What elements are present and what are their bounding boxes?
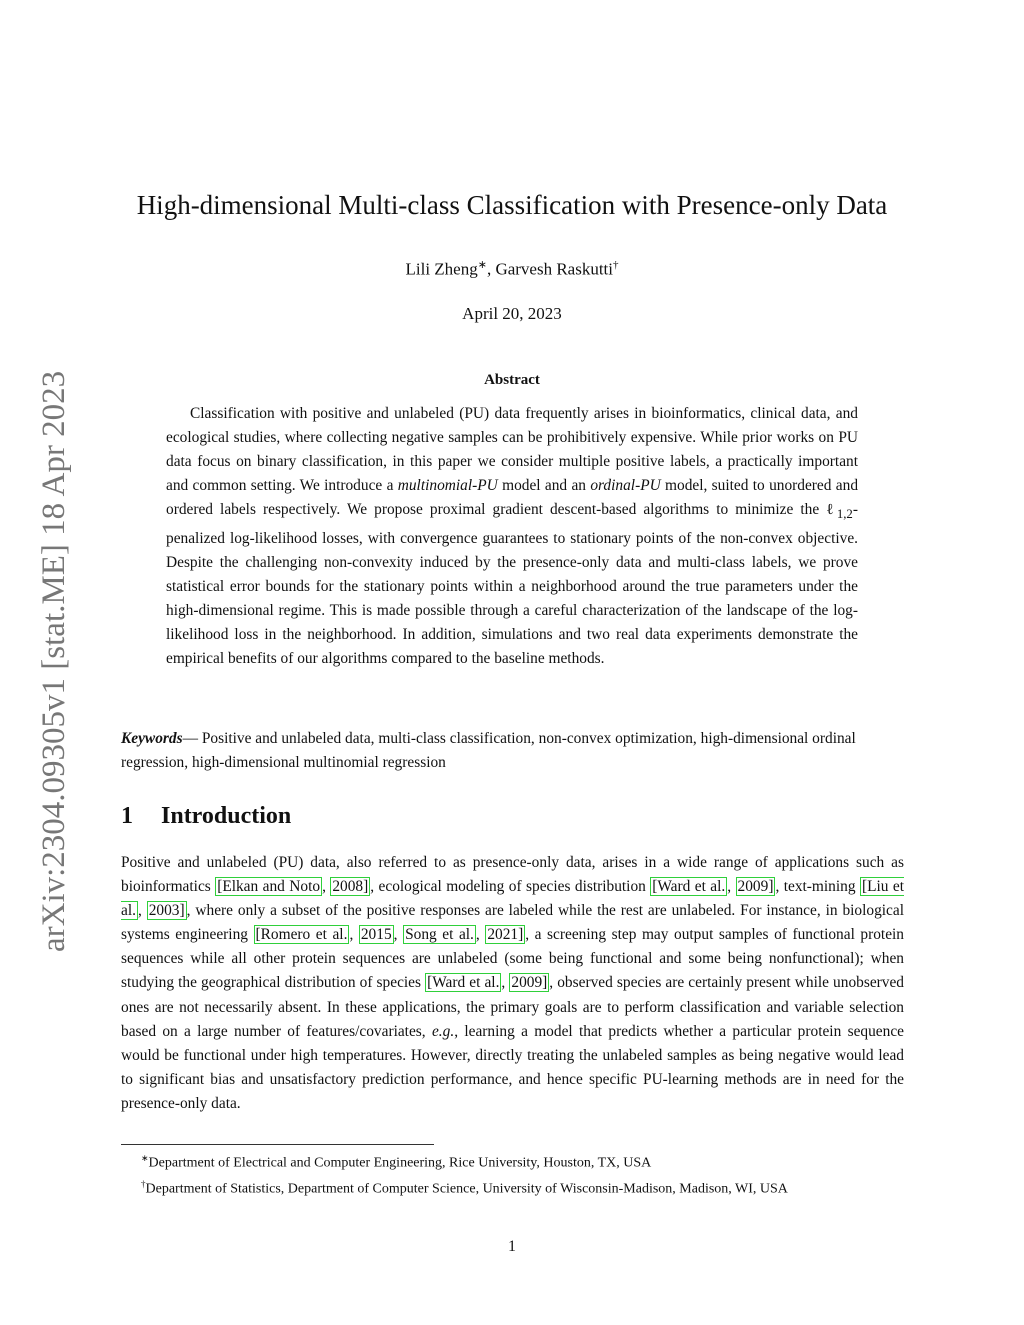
citation-author[interactable]: Song et al. <box>405 926 474 944</box>
author-name: Garvesh Raskutti <box>495 259 614 279</box>
citation-year[interactable]: 2015 <box>360 926 392 944</box>
abstract-text-part: model, suited to unordered and ordered labels respectively. We propose proximal gradient descent-based algorithms to minimize the ℓ <box>166 477 859 519</box>
citation-separator: , <box>501 974 510 992</box>
keywords-text: Positive and unlabeled data, multi-class classification, non-convex optimization, high-dimensional ordinal regression, high-dimensional multinomial regression <box>121 730 856 771</box>
abstract-text <box>166 402 858 671</box>
footnote-text: Department of Statistics, Department of Computer Science, University of Wisconsin-Madison, Madison, WI, USA <box>145 1181 788 1197</box>
footnote-affiliation-2 <box>121 1174 904 1200</box>
citation-separator: , <box>475 926 486 944</box>
keywords <box>121 727 926 775</box>
paper-title: High-dimensional Multi-class Classification with Presence-only Data <box>136 190 888 220</box>
citation-separator: , <box>393 926 404 944</box>
intro-text: , learning a model that predicts whether a particular protein sequence would be functional under high temperatures. However, directly treating the unlabeled samples as being negative would lead to significant bias and unsatisfactory prediction performance, and hence specific PU-learning methods are in need for the presence-only data. <box>121 1022 904 1112</box>
model-name: multinomial-PU <box>397 477 498 495</box>
citation-author[interactable]: [Ward et al. <box>652 878 726 896</box>
citation-author[interactable]: [Ward et al. <box>427 974 500 992</box>
page-number: 1 <box>508 1238 516 1255</box>
model-name: ordinal-PU <box>590 477 661 495</box>
citation-separator: , <box>349 926 359 944</box>
abstract-text-part: Classification with positive and unlabeled (PU) data frequently arises in bioinformatics, clinical data, and ecological studies, where collecting negative samples can be prohibitively expensive. While prior works on PU data focus on binary classification, in this paper we consider multiple positive labels, a practically important and common setting. We introduce a <box>166 405 858 495</box>
footnote-divider <box>121 1144 434 1145</box>
intro-text: , where only a subset of the positive responses are labeled while the rest are unlabeled. For instance, in biological systems engineering <box>121 902 904 944</box>
footnote-mark[interactable]: † <box>613 259 619 271</box>
citation-link[interactable] <box>650 877 775 896</box>
abstract-heading: Abstract <box>484 372 540 388</box>
norm-subscript: 1,2 <box>836 507 853 522</box>
author-list: Lili Zheng∗, Garvesh Raskutti† <box>405 259 619 279</box>
intro-text: Positive and unlabeled (PU) data, also referred to as presence-only data, arises in a wide range of applications such as bioinformatics <box>121 854 904 896</box>
intro-text: , text-mining <box>775 878 860 896</box>
keywords-label: Keywords <box>121 730 183 747</box>
arxiv-identifier-stamp: arXiv:2304.09305v1 [stat.ME] 18 Apr 2023 <box>36 370 72 952</box>
citation-year[interactable]: 2003] <box>148 902 185 920</box>
intro-text: , a screening step may output samples of functional protein sequences while all other protein sequences are unlabeled (some being functional and some being nonfunctional); when studying the geographical distribution of species <box>121 926 905 992</box>
citation-author[interactable]: [Elkan and Noto <box>217 878 321 896</box>
citation-link[interactable] <box>254 925 526 944</box>
keywords-dash: — <box>182 730 202 747</box>
citation-separator: , <box>727 878 736 896</box>
citation-year[interactable]: 2008] <box>332 878 369 896</box>
abbreviation: e.g. <box>431 1022 455 1040</box>
footnote-text: Department of Electrical and Computer Engineering, Rice University, Houston, TX, USA <box>148 1155 652 1171</box>
footnote-mark: † <box>141 1179 146 1190</box>
citation-year[interactable]: 2009] <box>737 878 774 896</box>
abstract-text-part: model and an <box>497 477 591 495</box>
citation-year[interactable]: 2009] <box>511 974 548 992</box>
footnote-mark[interactable]: ∗ <box>477 259 487 271</box>
introduction-paragraph <box>121 851 904 1116</box>
publication-date: April 20, 2023 <box>462 304 562 323</box>
citation-author[interactable]: [Liu et al. <box>121 878 904 920</box>
footnote-mark: ∗ <box>141 1153 149 1163</box>
section-number: 1 <box>121 803 133 829</box>
citation-link[interactable] <box>425 973 549 992</box>
intro-text: , ecological modeling of species distribution <box>370 878 651 896</box>
citation-separator: , <box>322 878 331 896</box>
footnotes <box>121 1148 904 1200</box>
author-name: Lili Zheng <box>405 259 478 279</box>
intro-text: , observed species are certainly present while unobserved ones are not necessarily absent. In these applications, the primary goals are to perform classification and variable selection based on a large number of features/covariates, <box>121 974 905 1040</box>
footnote-affiliation-1 <box>121 1148 904 1174</box>
section-heading <box>121 803 291 830</box>
citation-author[interactable]: [Romero et al. <box>255 926 348 944</box>
citation-separator: , <box>137 902 147 920</box>
abstract-text-part: -penalized log-likelihood losses, with convergence guarantees to stationary points of the non-convex objective. Despite the challenging non-convexity induced by the presence-only data and multi-class labels, we prove statistical error bounds for the stationary points within a neighborhood around the true parameters under the high-dimensional regime. This is made possible through a careful characterization of the landscape of the log-likelihood loss in the neighborhood. In addition, simulations and two real data experiments demonstrate the empirical benefits of our algorithms compared to the baseline methods. <box>166 501 858 668</box>
citation-year[interactable]: 2021] <box>487 926 524 944</box>
section-title: Introduction <box>161 803 292 829</box>
citation-link[interactable] <box>215 877 370 896</box>
